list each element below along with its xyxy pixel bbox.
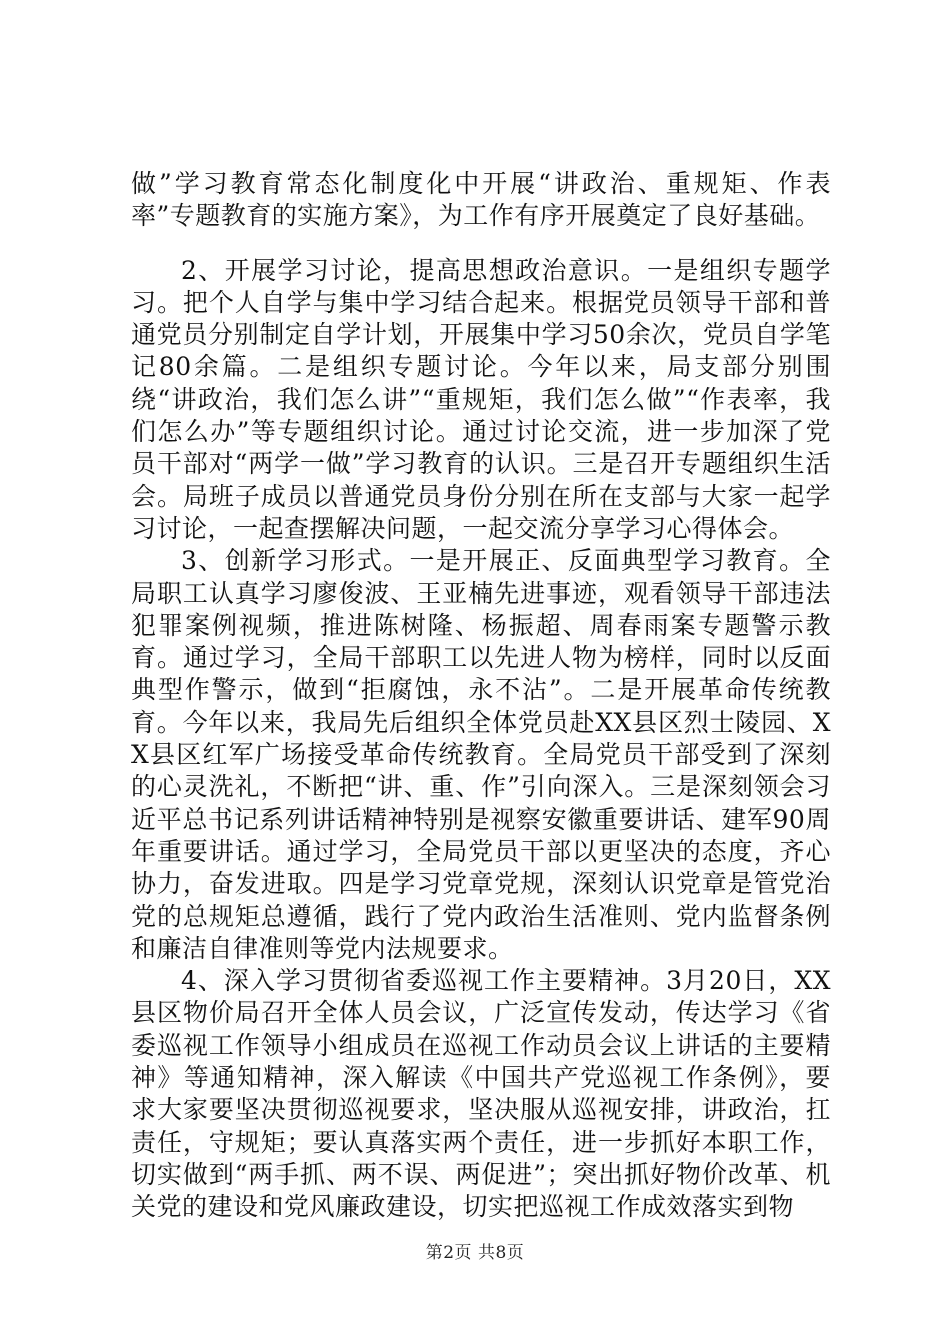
paragraph-continued: 做”学习教育常态化制度化中开展“讲政治、重规矩、作表率”专题教育的实施方案》，为工作有序开展奠定了良好基础。 — [131, 169, 831, 231]
paragraph-4-inspection-spirit: 4、深入学习贯彻省委巡视工作主要精神。3月20日，XX县区物价局召开全体人员会议，广泛宣传发动，传达学习《省委巡视工作领导小组成员在巡视工作动员会议上讲话的主要精神》等通知精神，深入解读《中国共产党巡视工作条例》，要求大家要坚决贯彻巡视要求，坚决服从巡视安排，讲政治，扛责任，守规矩；要认真落实两个责任，进一步抓好本职工作，切实做到“两手抓、两不误、两促进”；突出抓好物价改革、机关党的建设和党风廉政建设，切实把巡视工作成效落实到物 — [131, 966, 831, 1222]
paragraph-2-study-discussion: 2、开展学习讨论，提高思想政治意识。一是组织专题学习。把个人自学与集中学习结合起来。根据党员领导干部和普通党员分别制定自学计划，开展集中学习50余次，党员自学笔记80余篇。二是组织专题讨论。今年以来，局支部分别围绕“讲政治，我们怎么讲”“重规矩，我们怎么做”“作表率，我们怎么办”等专题组织讨论。通过讨论交流，进一步加深了党员干部对“两学一做”学习教育的认识。三是召开专题组织生活会。局班子成员以普通党员身份分别在所在支部与大家一起学习讨论，一起查摆解决问题，一起交流分享学习心得体会。 — [131, 255, 831, 543]
paragraph-3-study-forms: 3、创新学习形式。一是开展正、反面典型学习教育。全局职工认真学习廖俊波、王亚楠先进事迹，观看领导干部违法犯罪案例视频，推进陈树隆、杨振超、周春雨案专题警示教育。通过学习，全局干部职工以先进人物为榜样，同时以反面典型作警示，做到“拒腐蚀，永不沾”。二是开展革命传统教育。今年以来，我局先后组织全体党员赴XX县区烈士陵园、XX县区红军广场接受革命传统教育。全局党员干部受到了深刻的心灵洗礼，不断把“讲、重、作”引向深入。三是深刻领会习近平总书记系列讲话精神特别是视察安徽重要讲话、建军90周年重要讲话。通过学习，全局党员干部以更坚决的态度，齐心协力，奋发进取。四是学习党章党规，深刻认识党章是管党治党的总规矩总遵循，践行了党内政治生活准则、党内监督条例和廉洁自律准则等党内法规要求。 — [131, 546, 831, 963]
page-footer: 第2页 共8页 — [425, 1243, 525, 1263]
document-body — [131, 168, 831, 1224]
